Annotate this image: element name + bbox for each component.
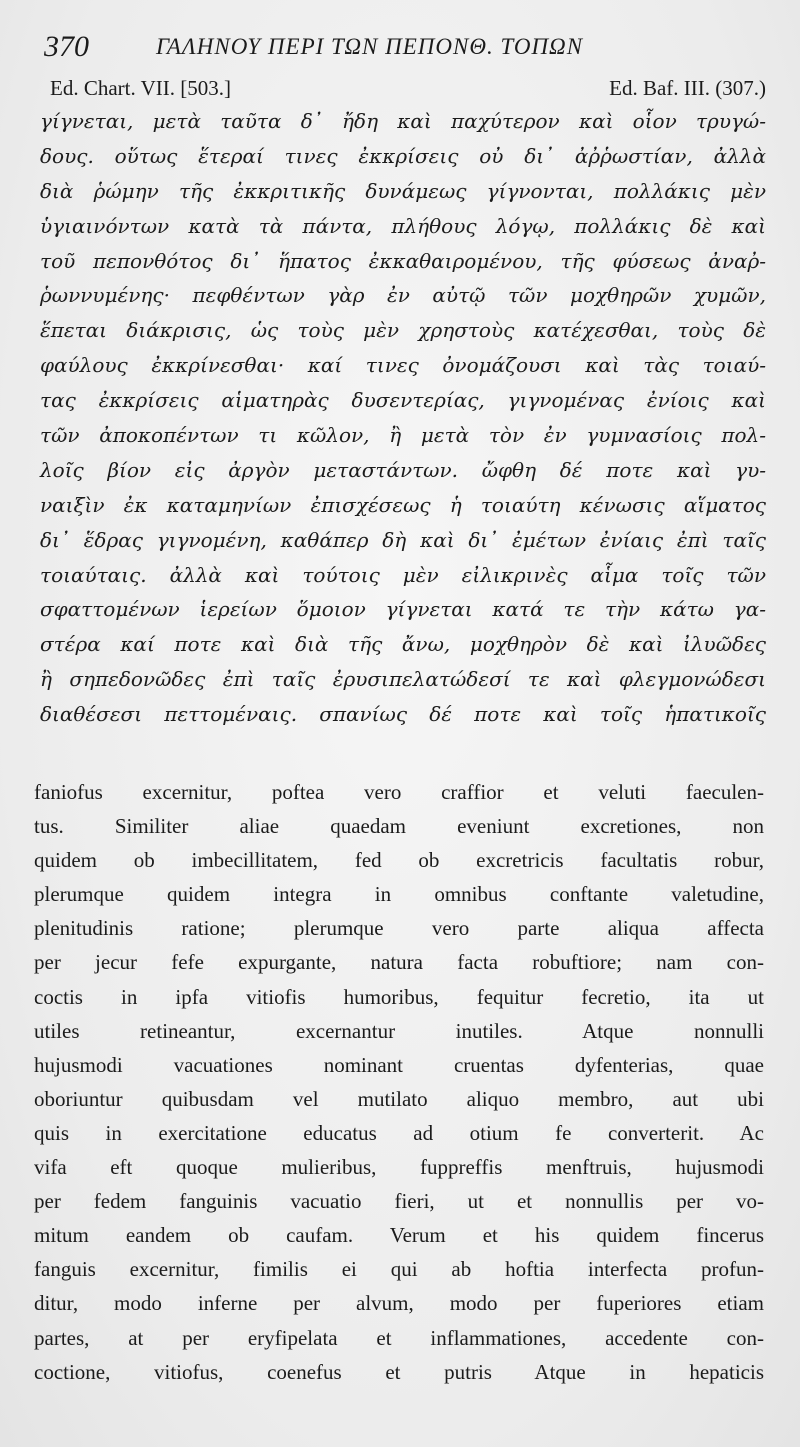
latin-text-line: hujusmodi vacuationes nominant cruentas dyfenterias, quae xyxy=(34,1052,764,1077)
greek-text-line: στέρα καί ποτε καὶ διὰ τῆς ἄνω, μοχθηρὸν δὲ καὶ ἰλυῶδες xyxy=(40,632,766,657)
greek-text-line: τοῦ πεπονθότος δι᾽ ἥπατος ἐκκαθαιρομένου, τῆς φύσεως ἀναῤ- xyxy=(40,248,766,273)
latin-text-line: coctis in ipfa vitiofis humoribus, fequitur fecretio, ita ut xyxy=(34,984,764,1009)
greek-text-line: τας ἐκκρίσεις αἱματηρὰς δυσεντερίας, γιγνομένας ἐνίοις καὶ xyxy=(40,388,766,413)
greek-text-line: διαθέσεσι πεττομέναις. σπανίως δέ ποτε καὶ τοῖς ἡπατικοῖς xyxy=(40,702,766,727)
greek-text-line: σφαττομένων ἱερείων ὅμοιον γίγνεται κατά τε τὴν κάτω γα- xyxy=(40,597,766,622)
latin-text-line: plenitudinis ratione; plerumque vero parte aliqua affecta xyxy=(34,916,764,941)
latin-text-line: vifa eft quoque mulieribus, fuppreffis menftruis, hujusmodi xyxy=(34,1155,764,1180)
latin-text-line: per fedem fanguinis vacuatio fieri, ut et nonnullis per vo- xyxy=(34,1189,764,1214)
latin-text-line: mitum eandem ob caufam. Verum et his quidem fincerus xyxy=(34,1223,764,1248)
greek-text-line: λοῖς βίον εἰς ἀργὸν μεταστάντων. ὤφθη δέ ποτε καὶ γυ- xyxy=(40,457,766,482)
latin-text-line: faniofus excernitur, poftea vero craffior et veluti faeculen- xyxy=(34,780,764,804)
running-head xyxy=(44,30,764,66)
latin-text-line: utiles retineantur, excernantur inutiles. Atque nonnulli xyxy=(34,1018,764,1043)
edition-chartier-reference: Ed. Chart. VII. [503.] xyxy=(50,76,231,100)
latin-text-line: coctione, vitiofus, coenefus et putris Atque in hepaticis xyxy=(34,1359,764,1384)
latin-text-line: per jecur fefe expurgante, natura facta robuftiore; nam con- xyxy=(34,950,764,975)
latin-text-line: quidem ob imbecillitatem, fed ob excretricis facultatis robur, xyxy=(34,848,764,873)
latin-text-line: fanguis excernitur, fimilis ei qui ab hoftia interfecta profun- xyxy=(34,1257,764,1282)
latin-translation-block xyxy=(34,775,764,1389)
greek-text-line: τῶν ἀποκοπέντων τι κῶλον, ἢ μετὰ τὸν ἐν γυμνασίοις πολ- xyxy=(40,423,766,448)
latin-text-line: oboriuntur quibusdam vel mutilato aliquo membro, aut ubi xyxy=(34,1086,764,1111)
latin-text-line: plerumque quidem integra in omnibus conftante valetudine, xyxy=(34,882,764,907)
greek-text-block xyxy=(40,104,766,732)
latin-text-line: tus. Similiter aliae quaedam eveniunt excretiones, non xyxy=(34,814,764,839)
greek-text-line: φαύλους ἐκκρίνεσθαι· καί τινες ὀνομάζουσι καὶ τὰς τοιαύ- xyxy=(40,353,766,378)
edition-basel-reference: Ed. Baf. III. (307.) xyxy=(609,76,766,100)
page-number: 370 xyxy=(44,30,89,63)
greek-text-line: γίγνεται, μετὰ ταῦτα δ᾽ ἤδη καὶ παχύτερον καὶ οἷον τρυγώ- xyxy=(40,109,766,133)
greek-text-line: ὑγιαινόντων κατὰ τὰ πάντα, πλήθους λόγῳ, πολλάκις δὲ καὶ xyxy=(40,213,766,238)
greek-text-line: ῥωννυμένης· πεφθέντων γὰρ ἐν αὐτῷ τῶν μοχθηρῶν χυμῶν, xyxy=(40,283,766,308)
greek-text-line: δι᾽ ἕδρας γιγνομένη, καθάπερ δὴ καὶ δι᾽ ἐμέτων ἐνίαις ἐπὶ ταῖς xyxy=(40,527,766,552)
greek-text-line: δους. οὕτως ἕτεραί τινες ἐκκρίσεις οὐ δι᾽ ἀῤῥωστίαν, ἀλλὰ xyxy=(40,143,766,168)
latin-text-line: ditur, modo inferne per alvum, modo per fuperiores etiam xyxy=(34,1291,764,1316)
greek-text-line: ἕπεται διάκρισις, ὡς τοὺς μὲν χρηστοὺς κατέχεσθαι, τοὺς δὲ xyxy=(40,318,766,343)
latin-text-line: partes, at per eryfipelata et inflammationes, accedente con- xyxy=(34,1325,764,1350)
greek-text-line: ναιξὶν ἐκ καταμηνίων ἐπισχέσεως ἡ τοιαύτη κένωσις αἵματος xyxy=(40,492,766,517)
latin-text-line: quis in exercitatione educatus ad otium fe converterit. Ac xyxy=(34,1120,764,1145)
greek-text-line: διὰ ῥώμην τῆς ἐκκριτικῆς δυνάμεως γίγνονται, πολλάκις μὲν xyxy=(40,178,766,203)
running-title: ΓΑΛΗΝΟΥ ΠΕΡΙ ΤΩΝ ΠΕΠΟΝΘ. ΤΟΠΩΝ xyxy=(156,34,584,59)
greek-text-line: ἢ σηπεδονῶδες ἐπὶ ταῖς ἐρυσιπελατώδεσί τε καὶ φλεγμονώδεσι xyxy=(40,667,766,692)
greek-text-line: τοιαύταις. ἀλλὰ καὶ τούτοις μὲν εἰλικρινὲς αἷμα τοῖς τῶν xyxy=(40,562,766,587)
edition-references xyxy=(50,76,766,106)
